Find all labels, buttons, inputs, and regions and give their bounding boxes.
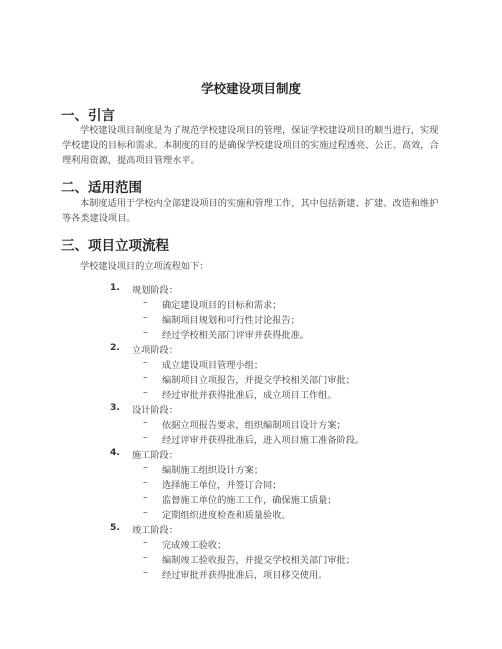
list-dash: – bbox=[143, 492, 148, 503]
list-dash: – bbox=[143, 372, 148, 383]
stage-step: 编制竣工验收报告，并提交学校相关部门审批； bbox=[162, 555, 355, 566]
stage-step: 编制施工组织设计方案； bbox=[162, 465, 264, 476]
list-dash: – bbox=[143, 567, 148, 578]
stage-step: 选择施工单位，并签订合同； bbox=[162, 480, 282, 491]
list-dash: – bbox=[143, 312, 148, 323]
process-lead-text: 学校建设项目的立项流程如下： bbox=[80, 261, 209, 272]
list-dash: – bbox=[143, 417, 148, 428]
section-heading-scope: 二、适用范围 bbox=[61, 180, 142, 196]
stage-step: 依据立项报告要求，组织编制项目设计方案； bbox=[162, 420, 346, 431]
stage-step: 经过审批并获得批准后，成立项目工作组。 bbox=[162, 390, 337, 401]
list-dash: – bbox=[143, 297, 148, 308]
stage-name: 立项阶段： bbox=[132, 345, 178, 356]
list-dash: – bbox=[143, 327, 148, 338]
list-dash: – bbox=[143, 387, 148, 398]
stage-step: 经过审批并获得批准后，项目移交使用。 bbox=[162, 570, 328, 581]
section-text-scope: 本制度适用于学校内全部建设项目的实施和管理工作，其中包括新建、扩建、改造和维护等各类建设项目。 bbox=[62, 198, 439, 224]
document-title: 学校建设项目制度 bbox=[200, 81, 301, 96]
list-dash: – bbox=[143, 432, 148, 443]
stage-name: 竣工阶段： bbox=[132, 525, 178, 536]
section-heading-intro: 一、引言 bbox=[61, 108, 115, 124]
list-dash: – bbox=[143, 507, 148, 518]
stage-number: 1. bbox=[110, 282, 120, 293]
list-dash: – bbox=[143, 462, 148, 473]
list-dash: – bbox=[143, 477, 148, 488]
section-text-intro: 学校建设项目制度是为了规范学校建设项目的管理，保证学校建设项目的顺当进行，实现学校建设的目标和需求。本制度的目的是确保学校建设项目的实施过程透亮、公正、高效，合理利用资源，提高项目管理水平。 bbox=[62, 125, 439, 166]
stage-step: 完成竣工验收； bbox=[162, 540, 227, 551]
stage-step: 定期组织进度检查和质量验收。 bbox=[162, 510, 291, 521]
list-dash: – bbox=[143, 552, 148, 563]
stage-step: 编制项目立项报告，并提交学校相关部门审批； bbox=[162, 375, 355, 386]
section-heading-process: 三、项目立项流程 bbox=[61, 238, 169, 254]
stage-step: 确定建设项目的目标和需求； bbox=[162, 300, 282, 311]
stage-step: 编制项目规划和可行性讨论报告； bbox=[162, 315, 300, 326]
stage-step: 经过评审并获得批准后，进入项目施工准备阶段。 bbox=[162, 435, 365, 446]
stage-number: 4. bbox=[110, 447, 120, 458]
list-dash: – bbox=[143, 357, 148, 368]
list-dash: – bbox=[143, 537, 148, 548]
stage-number: 2. bbox=[110, 342, 120, 353]
stage-step: 成立建设项目管理小组； bbox=[162, 360, 264, 371]
stage-name: 施工阶段： bbox=[132, 450, 178, 461]
stage-step: 监督施工单位的施工工作，确保施工质量； bbox=[162, 495, 337, 506]
stage-step: 经过学校相关部门评审并获得批准。 bbox=[162, 330, 309, 341]
stage-number: 5. bbox=[110, 522, 120, 533]
stage-name: 规划阶段： bbox=[132, 285, 178, 296]
stage-name: 设计阶段： bbox=[132, 405, 178, 416]
stage-number: 3. bbox=[110, 402, 120, 413]
